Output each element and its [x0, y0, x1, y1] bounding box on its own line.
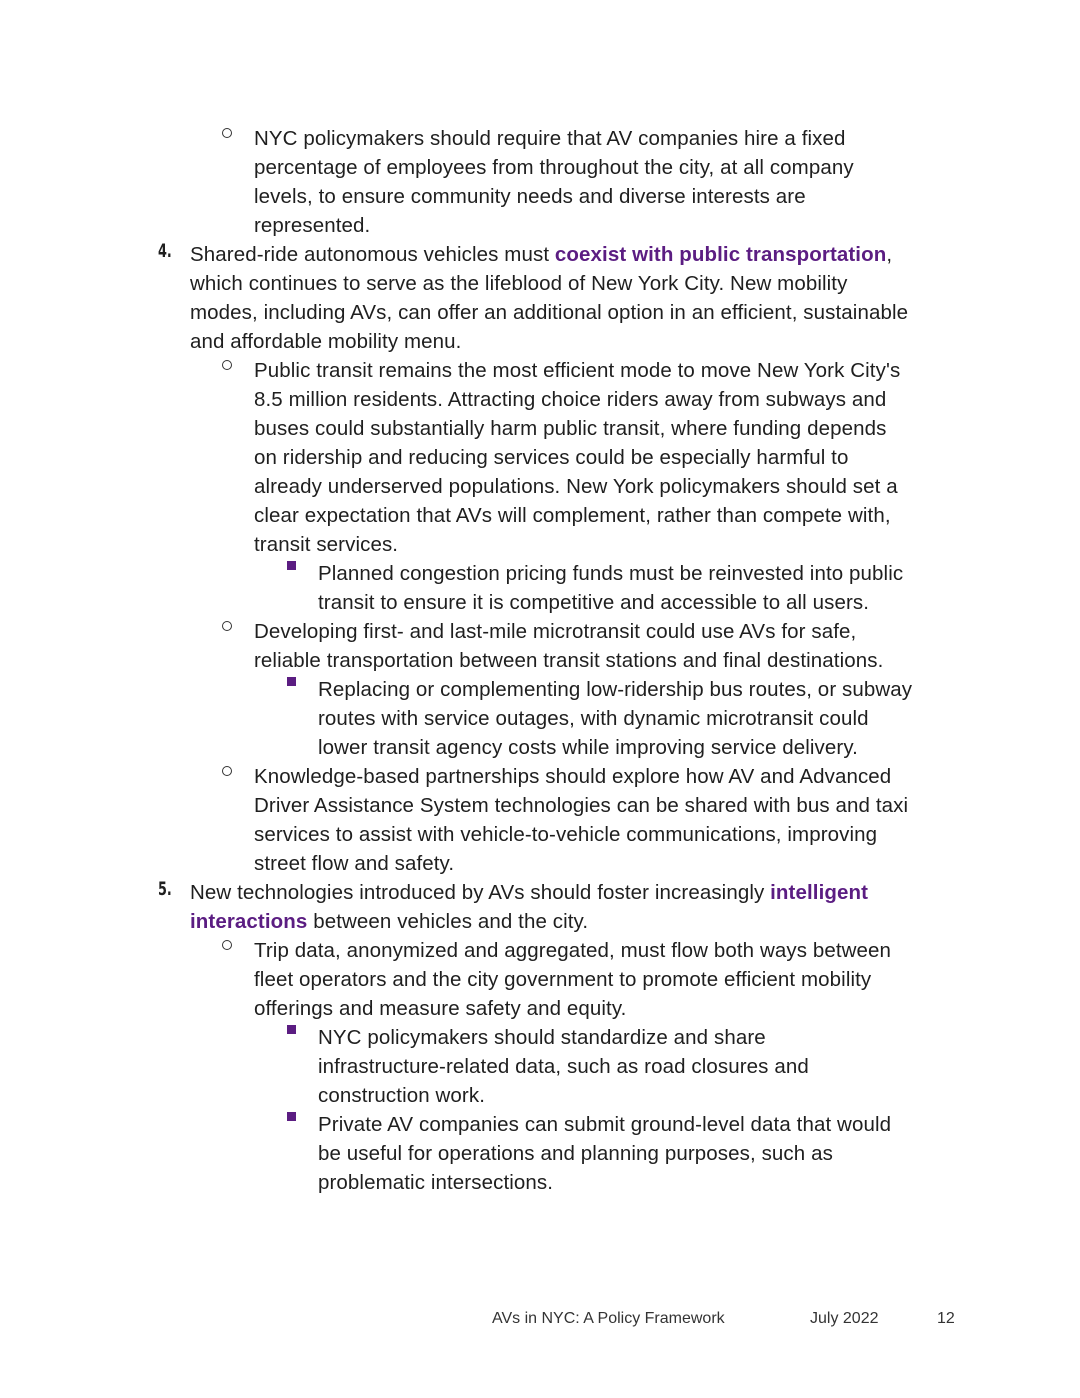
text-line [190, 907, 1080, 936]
highlight-phrase: coexist with public transportation [554, 243, 887, 266]
text-line: percentage of employees from throughout the city, at all company [254, 156, 854, 179]
text-line: clear expectation that AVs will complement, rather than compete with, [254, 504, 891, 527]
text-line: construction work. [318, 1084, 486, 1107]
text-line: Private AV companies can submit ground-level data that would [318, 1113, 892, 1136]
footer-title: AVs in NYC: A Policy Framework [492, 1310, 725, 1327]
circle-bullet-icon [222, 617, 242, 637]
text-line: already underserved populations. New York policymakers should set a [254, 475, 898, 498]
circle-bullet-icon [222, 356, 242, 376]
bullet-partnerships [0, 762, 1080, 878]
text-line: on ridership and reducing services could be especially harmful to [254, 446, 849, 469]
square-bullet-icon [287, 675, 301, 693]
text-segment: Shared-ride autonomous vehicles must [190, 243, 555, 266]
circle-bullet-icon [222, 762, 242, 782]
text-line: transit to ensure it is competitive and accessible to all users. [318, 591, 870, 614]
square-bullet-icon [287, 1110, 301, 1128]
text-line: infrastructure-related data, such as road closures and [318, 1055, 809, 1078]
text-segment: between vehicles and the city. [307, 910, 589, 933]
text-line: buses could substantially harm public transit, where funding depends [254, 417, 887, 440]
square-bullet-icon [287, 1023, 301, 1041]
text-line: which continues to serve as the lifeblood of New York City. New mobility [190, 272, 848, 295]
text-line: Trip data, anonymized and aggregated, must flow both ways between [254, 939, 892, 962]
footer-date: July 2022 [810, 1310, 879, 1327]
list-item-5 [0, 878, 1080, 936]
text-line: 8.5 million residents. Attracting choice riders away from subways and [254, 388, 887, 411]
subbullet-ground-level-data [0, 1110, 1080, 1197]
text-line: be useful for operations and planning purposes, such as [318, 1142, 833, 1165]
highlight-phrase: intelligent [770, 881, 869, 904]
text-line: levels, to ensure community needs and diverse interests are [254, 185, 806, 208]
list-number: 4. [158, 240, 172, 262]
text-line: NYC policymakers should require that AV companies hire a fixed [254, 127, 846, 150]
bullet-public-transit [0, 356, 1080, 559]
text-line: Developing first- and last-mile microtransit could use AVs for safe, [254, 620, 857, 643]
subbullet-infrastructure-data [0, 1023, 1080, 1110]
circle-bullet-icon [222, 936, 242, 956]
text-line: Replacing or complementing low-ridership bus routes, or subway [318, 678, 913, 701]
list-item-4 [0, 240, 1080, 356]
bullet-hiring [0, 124, 1080, 240]
text-line: represented. [254, 214, 371, 237]
text-line: fleet operators and the city government to promote efficient mobility [254, 968, 872, 991]
text-line: Public transit remains the most efficient mode to move New York City's [254, 359, 901, 382]
text-line: and affordable mobility menu. [190, 330, 462, 353]
text-line [190, 878, 1080, 907]
text-line: NYC policymakers should standardize and share [318, 1026, 766, 1049]
text-line: services to assist with vehicle-to-vehicle communications, improving [254, 823, 878, 846]
page-content [0, 124, 1080, 1197]
text-line: modes, including AVs, can offer an additional option in an efficient, sustainable [190, 301, 909, 324]
text-line: reliable transportation between transit stations and final destinations. [254, 649, 884, 672]
subbullet-congestion-pricing [0, 559, 1080, 617]
highlight-phrase: interactions [190, 910, 308, 933]
bullet-trip-data [0, 936, 1080, 1023]
text-line: transit services. [254, 533, 399, 556]
text-line: street flow and safety. [254, 852, 455, 875]
text-line: Driver Assistance System technologies can be shared with bus and taxi [254, 794, 909, 817]
text-line: Planned congestion pricing funds must be reinvested into public [318, 562, 904, 585]
page-number: 12 [937, 1310, 955, 1327]
square-bullet-icon [287, 559, 301, 577]
text-segment: , [886, 243, 893, 266]
text-line: Knowledge-based partnerships should explore how AV and Advanced [254, 765, 892, 788]
text-line [190, 240, 1080, 269]
circle-bullet-icon [222, 124, 242, 144]
bullet-microtransit [0, 617, 1080, 675]
subbullet-bus-routes [0, 675, 1080, 762]
text-line: routes with service outages, with dynamic microtransit could [318, 707, 869, 730]
list-number: 5. [158, 878, 172, 900]
text-segment: New technologies introduced by AVs should foster increasingly [190, 881, 771, 904]
text-line: lower transit agency costs while improving service delivery. [318, 736, 858, 759]
text-line: problematic intersections. [318, 1171, 554, 1194]
text-line: offerings and measure safety and equity. [254, 997, 627, 1020]
